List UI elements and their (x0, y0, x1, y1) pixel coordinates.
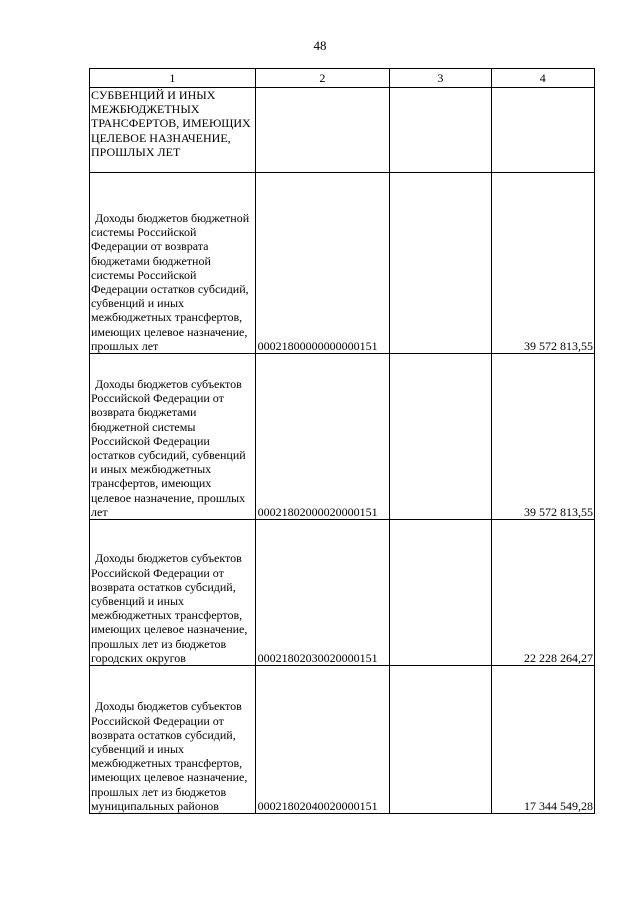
table-row (90, 520, 595, 666)
table-row (90, 354, 595, 520)
row-code: 00021802030020000151 (255, 520, 390, 666)
row-code: 00021800000000000151 (255, 173, 390, 354)
row-code (255, 88, 390, 173)
row-amount: 22 228 264,27 (491, 520, 594, 666)
row-amount: 17 344 549,28 (491, 666, 594, 814)
row-name: СУБВЕНЦИЙ И ИНЫХ МЕЖБЮДЖЕТНЫХ ТРАНСФЕРТОВ, ИМЕЮЩИХ ЦЕЛЕВОЕ НАЗНАЧЕНИЕ, ПРОШЛЫХ ЛЕТ (90, 88, 256, 173)
budget-table (89, 68, 595, 814)
table-row (90, 88, 595, 173)
row-name: Доходы бюджетов субъектов Российской Федерации от возврата остатков субсидий, субвенций и иных межбюджетных трансфертов, имеющих целевое назначение, прошлых лет из бюджетов муниципальных районов (90, 666, 256, 814)
header-col-4: 4 (491, 69, 594, 88)
header-col-1: 1 (90, 69, 256, 88)
row-code: 00021802000020000151 (255, 354, 390, 520)
header-col-3: 3 (390, 69, 491, 88)
row-col3 (390, 173, 491, 354)
page-number: 48 (313, 38, 327, 53)
row-amount: 39 572 813,55 (491, 173, 594, 354)
header-col-2: 2 (255, 69, 390, 88)
row-name: Доходы бюджетов бюджетной системы Российской Федерации от возврата бюджетами бюджетной системы Российской Федерации остатков субсидий, субвенций и иных межбюджетных трансфертов, имеющих целевое назначение, прошлых лет (90, 173, 256, 354)
row-col3 (390, 666, 491, 814)
row-col3 (390, 88, 491, 173)
row-col3 (390, 520, 491, 666)
table-header-row (90, 69, 595, 88)
row-code: 00021802040020000151 (255, 666, 390, 814)
row-amount (491, 88, 594, 173)
row-name: Доходы бюджетов субъектов Российской Федерации от возврата остатков субсидий, субвенций и иных межбюджетных трансфертов, имеющих целевое назначение, прошлых лет из бюджетов городских округов (90, 520, 256, 666)
row-name: Доходы бюджетов субъектов Российской Федерации от возврата бюджетами бюджетной системы Российской Федерации остатков субсидий, субвенций и иных межбюджетных трансфертов, имеющих целевое назначение, прошлых лет (90, 354, 256, 520)
row-col3 (390, 354, 491, 520)
table-row (90, 173, 595, 354)
table-row (90, 666, 595, 814)
row-amount: 39 572 813,55 (491, 354, 594, 520)
